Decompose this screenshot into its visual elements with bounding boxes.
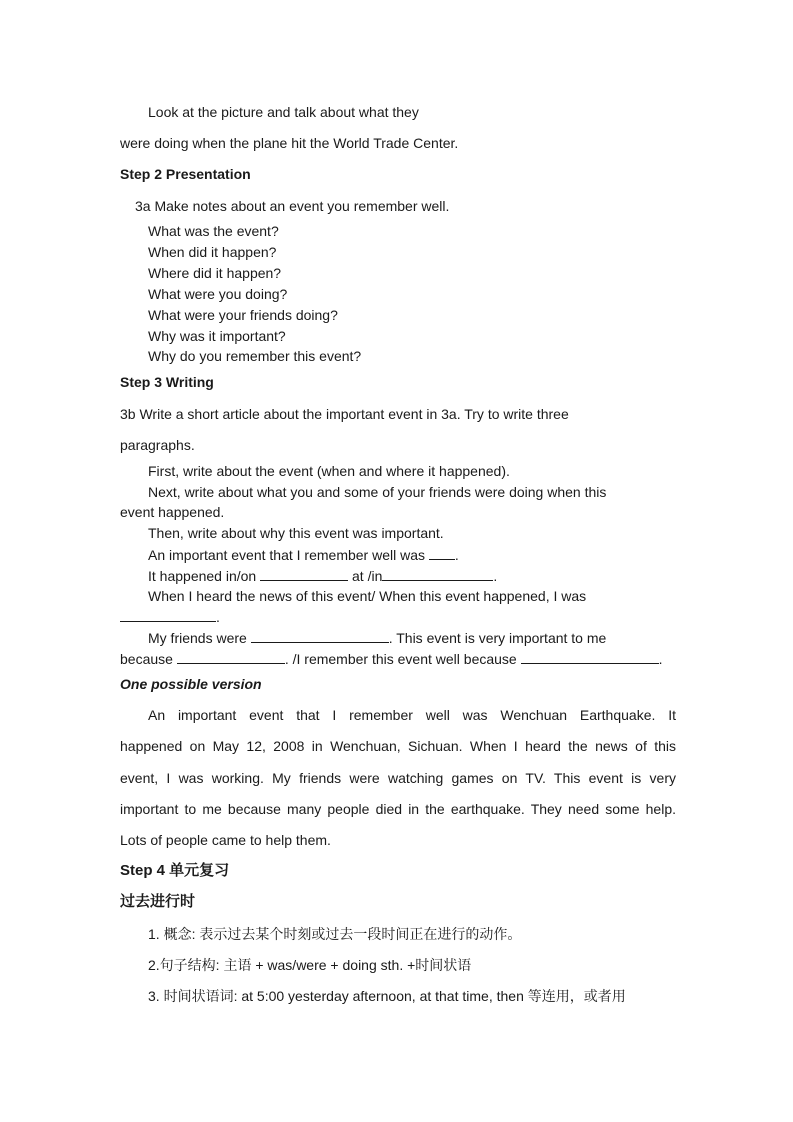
question-item: What were you doing? (148, 286, 288, 302)
frame-end: . (658, 651, 663, 667)
frame-line-1 (148, 545, 459, 564)
question-item: What was the event? (148, 223, 279, 239)
version-paragraph-line: Lots of people came to help them. (120, 832, 331, 848)
question-item: Why do you remember this event? (148, 348, 362, 364)
step2-task: 3a Make notes about an event you remember well. (135, 198, 450, 214)
frame-text: An important event that I remember well was (148, 547, 429, 563)
answer-blank[interactable] (521, 649, 659, 664)
version-paragraph-line: event, I was working. My friends were watching games on TV. This event is very (120, 770, 676, 786)
version-heading: One possible version (120, 676, 262, 692)
step3-task-line-1: 3b Write a short article about the important event in 3a. Try to write three (120, 406, 569, 422)
frame-line-3: When I heard the news of this event/ When this event happened, I was (148, 588, 587, 604)
grammar-item: 3. 时间状语词: at 5:00 yesterday afternoon, at that time, then 等连用，或者用 (148, 988, 626, 1004)
version-paragraph-line: An important event that I remember well was Wenchuan Earthquake. It (148, 707, 676, 723)
frame-line-5 (120, 649, 663, 668)
question-item: Why was it important? (148, 328, 286, 344)
question-item: What were your friends doing? (148, 307, 338, 323)
frame-text: . This event is very important to me (388, 630, 607, 646)
version-paragraph-line: important to me because many people died in the earthquake. They need some help. (120, 801, 676, 817)
frame-end: . (454, 547, 459, 563)
frame-line-4 (148, 628, 606, 647)
step2-heading: Step 2 Presentation (120, 166, 251, 182)
step4-subheading: 过去进行时 (120, 893, 196, 910)
step4-heading: Step 4 单元复习 (120, 862, 230, 879)
answer-blank[interactable] (120, 607, 216, 622)
question-item: Where did it happen? (148, 265, 282, 281)
instruction-next-line-2: event happened. (120, 504, 225, 520)
intro-line-1: Look at the picture and talk about what they (148, 104, 419, 120)
frame-line-2 (148, 566, 497, 585)
frame-end: . (216, 609, 220, 625)
frame-text: . /I remember this event well because (284, 651, 521, 667)
answer-blank[interactable] (260, 566, 348, 581)
intro-line-2: were doing when the plane hit the World Trade Center. (120, 135, 459, 151)
grammar-item: 2.句子结构: 主语 + was/were + doing sth. +时间状语 (148, 957, 472, 973)
instruction-then: Then, write about why this event was important. (148, 525, 444, 541)
frame-text: My friends were (148, 630, 251, 646)
step3-heading: Step 3 Writing (120, 374, 214, 390)
answer-blank[interactable] (177, 649, 285, 664)
frame-text: It happened in/on (148, 568, 261, 584)
step3-task-line-2: paragraphs. (120, 437, 195, 453)
grammar-item: 1. 概念: 表示过去某个时刻或过去一段时间正在进行的动作。 (148, 926, 522, 942)
answer-blank[interactable] (429, 545, 455, 560)
question-item: When did it happen? (148, 244, 277, 260)
answer-blank[interactable] (382, 566, 493, 581)
frame-text: because (120, 651, 177, 667)
frame-line-3-continued (120, 607, 220, 626)
answer-blank[interactable] (251, 628, 389, 643)
instruction-next-line-1: Next, write about what you and some of your friends were doing when this (148, 484, 607, 500)
instruction-first: First, write about the event (when and where it happened). (148, 463, 510, 479)
frame-text: at /in (348, 568, 383, 584)
version-paragraph-line: happened on May 12, 2008 in Wenchuan, Sichuan. When I heard the news of this (120, 738, 676, 754)
frame-end: . (493, 568, 498, 584)
